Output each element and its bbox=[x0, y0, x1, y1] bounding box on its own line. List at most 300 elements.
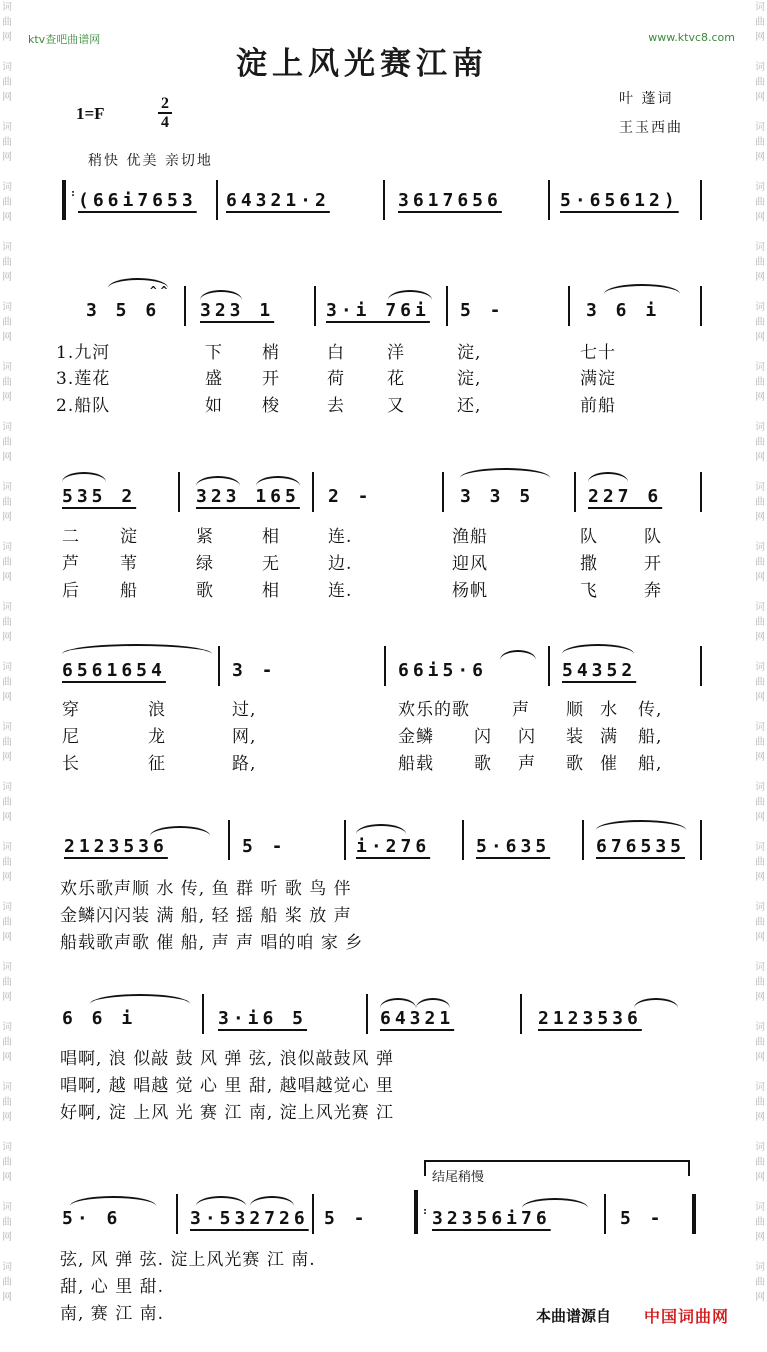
measure: 3 5 6 bbox=[86, 300, 161, 321]
watermark-group bbox=[2, 960, 16, 1005]
watermark-group bbox=[751, 60, 765, 105]
watermark-char: 曲 bbox=[755, 377, 765, 388]
lyric: 队 bbox=[644, 527, 662, 547]
watermark-char: 词 bbox=[755, 122, 765, 133]
measure: 5 - bbox=[324, 1208, 369, 1229]
lyric: 顺 bbox=[566, 700, 584, 720]
watermark-char: 网 bbox=[2, 872, 12, 883]
watermark-group bbox=[751, 180, 765, 225]
watermark-char: 网 bbox=[2, 512, 12, 523]
watermark-group bbox=[751, 1260, 765, 1305]
watermark-char: 曲 bbox=[2, 797, 12, 808]
barline bbox=[312, 472, 314, 512]
watermark-char: 曲 bbox=[2, 1157, 12, 1168]
watermark-char: 词 bbox=[755, 1022, 765, 1033]
lyric: 紧 bbox=[196, 527, 214, 547]
barline bbox=[202, 994, 204, 1034]
watermark-char: 网 bbox=[755, 512, 765, 523]
measure: 3 6 i bbox=[586, 300, 661, 321]
measure: 5 - bbox=[460, 300, 505, 321]
barline bbox=[604, 1194, 606, 1234]
lyric: 穿 bbox=[62, 700, 80, 720]
lyric: 奔 bbox=[644, 581, 662, 601]
watermark-char: 曲 bbox=[2, 677, 12, 688]
lyric: 梢 bbox=[262, 343, 280, 363]
watermark-char: 网 bbox=[755, 692, 765, 703]
watermark-char: 网 bbox=[2, 992, 12, 1003]
intro-measure-2: 64321·2 bbox=[226, 190, 330, 211]
watermark-char: 词 bbox=[2, 302, 12, 313]
barline bbox=[574, 472, 576, 512]
barline bbox=[228, 820, 230, 860]
watermark-char: 网 bbox=[2, 812, 12, 823]
watermark-char: 网 bbox=[755, 1172, 765, 1183]
watermark-char: 曲 bbox=[755, 1037, 765, 1048]
lyric: 去 bbox=[327, 396, 345, 416]
barline bbox=[442, 472, 444, 512]
watermark-char: 网 bbox=[2, 1232, 12, 1243]
lyric: 荷 bbox=[327, 369, 345, 389]
watermark-char: 曲 bbox=[2, 317, 12, 328]
watermark-char: 词 bbox=[755, 722, 765, 733]
watermark-char: 曲 bbox=[2, 377, 12, 388]
barline bbox=[218, 646, 220, 686]
lyric: 声 bbox=[512, 700, 530, 720]
final-barline bbox=[692, 1194, 696, 1234]
watermark-char: 网 bbox=[755, 752, 765, 763]
lyric: 船载 bbox=[398, 754, 434, 774]
lyric: 路, bbox=[232, 754, 257, 774]
lyric: 连. bbox=[328, 581, 353, 601]
watermark-char: 词 bbox=[2, 662, 12, 673]
lyric: 过, bbox=[232, 700, 257, 720]
barline bbox=[700, 820, 702, 860]
watermark-group bbox=[2, 1080, 16, 1125]
intro-measure-1: (66i7653 bbox=[78, 190, 197, 211]
watermark-char: 词 bbox=[755, 662, 765, 673]
key-signature: 1=F bbox=[76, 104, 105, 123]
lyric: 连. bbox=[328, 527, 353, 547]
watermark-char: 网 bbox=[2, 692, 12, 703]
lyric: 淀, bbox=[457, 343, 482, 363]
left-watermark-column bbox=[2, 0, 16, 1352]
measure: 2123536 bbox=[64, 836, 168, 857]
measure: 323 165 bbox=[196, 486, 300, 507]
watermark-char: 曲 bbox=[755, 497, 765, 508]
watermark-char: 网 bbox=[2, 1052, 12, 1063]
watermark-char: 词 bbox=[755, 1262, 765, 1273]
lyric-line: 南, 赛 江 南. bbox=[60, 1304, 165, 1324]
measure: 5·635 bbox=[476, 836, 551, 857]
watermark-group bbox=[751, 1080, 765, 1125]
watermark-char: 网 bbox=[755, 932, 765, 943]
time-signature bbox=[158, 96, 172, 130]
lyric: 歌 bbox=[474, 754, 492, 774]
watermark-group bbox=[2, 1260, 16, 1305]
intro-measure-4: 5·65612) bbox=[560, 190, 679, 211]
ornament-mark: ^^ bbox=[150, 284, 172, 297]
watermark-char: 词 bbox=[755, 62, 765, 73]
watermark-char: 曲 bbox=[2, 977, 12, 988]
lyric: 歌 bbox=[566, 754, 584, 774]
watermark-char: 曲 bbox=[755, 1277, 765, 1288]
watermark-group bbox=[751, 540, 765, 585]
watermark-char: 曲 bbox=[755, 17, 765, 28]
barline bbox=[548, 646, 550, 686]
watermark-char: 曲 bbox=[755, 1217, 765, 1228]
lyric: 开 bbox=[262, 369, 280, 389]
watermark-char: 曲 bbox=[755, 437, 765, 448]
lyric: 二 bbox=[62, 527, 80, 547]
lyric-line: 弦, 风 弹 弦. 淀上风光赛 江 南. bbox=[60, 1250, 316, 1270]
barline bbox=[548, 180, 550, 220]
lyric: 催 bbox=[600, 754, 618, 774]
watermark-char: 网 bbox=[755, 272, 765, 283]
barline bbox=[178, 472, 180, 512]
measure: 5 - bbox=[242, 836, 287, 857]
lyric-line: 甜, 心 里 甜. bbox=[60, 1277, 165, 1297]
lyric-line: 金鳞闪闪装 满 船, 轻 摇 船 桨 放 声 bbox=[60, 906, 352, 926]
watermark-char: 曲 bbox=[2, 497, 12, 508]
lyric: 撒 bbox=[580, 554, 598, 574]
lyric: 长 bbox=[62, 754, 80, 774]
lyric: 征 bbox=[148, 754, 166, 774]
barline bbox=[462, 820, 464, 860]
watermark-char: 网 bbox=[755, 992, 765, 1003]
watermark-char: 词 bbox=[755, 782, 765, 793]
watermark-char: 曲 bbox=[2, 197, 12, 208]
watermark-char: 网 bbox=[2, 212, 12, 223]
lyric: 水 bbox=[600, 700, 618, 720]
watermark-char: 曲 bbox=[755, 737, 765, 748]
lyric: 飞 bbox=[580, 581, 598, 601]
lyric: 芦 bbox=[62, 554, 80, 574]
watermark-group bbox=[751, 0, 765, 45]
barline bbox=[344, 820, 346, 860]
watermark-group bbox=[751, 720, 765, 765]
watermark-group bbox=[751, 1200, 765, 1245]
lyric: 装 bbox=[566, 727, 584, 747]
watermark-char: 词 bbox=[2, 602, 12, 613]
measure: 3 - bbox=[232, 660, 277, 681]
watermark-char: 曲 bbox=[755, 317, 765, 328]
barline bbox=[366, 994, 368, 1034]
watermark-char: 网 bbox=[755, 872, 765, 883]
source-label: 本曲谱源自 bbox=[536, 1307, 612, 1325]
watermark-char: 曲 bbox=[755, 257, 765, 268]
meter-bottom: 4 bbox=[161, 114, 169, 131]
watermark-group bbox=[2, 60, 16, 105]
lyric: 淀, bbox=[457, 369, 482, 389]
watermark-char: 词 bbox=[755, 542, 765, 553]
slur bbox=[416, 998, 450, 1008]
watermark-char: 词 bbox=[2, 1082, 12, 1093]
lyric: 满淀 bbox=[580, 369, 616, 389]
lyric: 无 bbox=[262, 554, 280, 574]
watermark-char: 词 bbox=[2, 1022, 12, 1033]
lyric: 1.九河 bbox=[56, 343, 111, 363]
watermark-char: 网 bbox=[2, 272, 12, 283]
watermark-group bbox=[2, 300, 16, 345]
watermark-char: 网 bbox=[2, 572, 12, 583]
slur bbox=[356, 824, 406, 834]
watermark-char: 曲 bbox=[755, 917, 765, 928]
watermark-group bbox=[751, 840, 765, 885]
watermark-char: 网 bbox=[2, 752, 12, 763]
tempo-marking: 稍快 优美 亲切地 bbox=[88, 153, 213, 169]
watermark-char: 网 bbox=[755, 392, 765, 403]
measure: 2 - bbox=[328, 486, 373, 507]
slur bbox=[500, 650, 536, 660]
measure: 676535 bbox=[596, 836, 686, 857]
lyric: 传, bbox=[638, 700, 663, 720]
brand-label[interactable]: 中国词曲网 bbox=[644, 1307, 730, 1326]
slur bbox=[562, 644, 634, 654]
measure: 3·i 76i bbox=[326, 300, 430, 321]
watermark-group bbox=[2, 1200, 16, 1245]
watermark-char: 词 bbox=[755, 242, 765, 253]
watermark-group bbox=[2, 840, 16, 885]
lyric: 渔船 bbox=[452, 527, 488, 547]
watermark-group bbox=[751, 600, 765, 645]
barline bbox=[520, 994, 522, 1034]
watermark-group bbox=[2, 120, 16, 165]
barline bbox=[384, 646, 386, 686]
watermark-char: 网 bbox=[2, 632, 12, 643]
watermark-char: 网 bbox=[2, 32, 12, 43]
watermark-char: 词 bbox=[2, 842, 12, 853]
composer-credit: 王玉西曲 bbox=[619, 120, 683, 136]
slur bbox=[460, 468, 550, 478]
watermark-group bbox=[751, 360, 765, 405]
watermark-group bbox=[751, 240, 765, 285]
watermark-group bbox=[751, 960, 765, 1005]
lyric: 金鳞 bbox=[398, 727, 434, 747]
watermark-char: 网 bbox=[755, 1112, 765, 1123]
watermark-char: 网 bbox=[755, 812, 765, 823]
watermark-char: 曲 bbox=[755, 1097, 765, 1108]
song-title: 淀上风光赛江南 bbox=[236, 46, 488, 82]
lyric: 白 bbox=[327, 343, 345, 363]
repeat-dots: : bbox=[70, 188, 81, 199]
lyric: 闪 bbox=[518, 727, 536, 747]
watermark-char: 词 bbox=[755, 1142, 765, 1153]
slur bbox=[388, 290, 432, 300]
measure: 3 3 5 bbox=[460, 486, 535, 507]
lyric: 声 bbox=[518, 754, 536, 774]
lyric: 船, bbox=[638, 754, 663, 774]
slur bbox=[256, 476, 300, 486]
watermark-group bbox=[751, 1140, 765, 1185]
barline bbox=[700, 286, 702, 326]
watermark-char: 词 bbox=[2, 962, 12, 973]
lyric-line: 唱啊, 越 唱越 觉 心 里 甜, 越唱越觉心 里 bbox=[60, 1076, 395, 1096]
slur bbox=[588, 472, 628, 482]
watermark-char: 曲 bbox=[2, 77, 12, 88]
lyric: 尼 bbox=[62, 727, 80, 747]
barline bbox=[700, 180, 702, 220]
watermark-group bbox=[2, 900, 16, 945]
lyric: 船, bbox=[638, 727, 663, 747]
watermark-group bbox=[751, 120, 765, 165]
watermark-group bbox=[2, 360, 16, 405]
watermark-char: 曲 bbox=[2, 737, 12, 748]
watermark-group bbox=[751, 300, 765, 345]
lyric: 欢乐的歌 bbox=[398, 700, 470, 720]
watermark-group bbox=[2, 600, 16, 645]
measure: 3·i6 5 bbox=[218, 1008, 308, 1029]
measure: 64321 bbox=[380, 1008, 455, 1029]
watermark-char: 词 bbox=[755, 422, 765, 433]
lyric-line: 唱啊, 浪 似敲 鼓 风 弹 弦, 浪似敲鼓风 弹 bbox=[60, 1049, 395, 1069]
watermark-char: 网 bbox=[755, 1292, 765, 1303]
barline bbox=[314, 286, 316, 326]
watermark-char: 曲 bbox=[2, 617, 12, 628]
measure: 5 - bbox=[620, 1208, 665, 1229]
right-watermark-column bbox=[751, 0, 765, 1352]
slur bbox=[604, 284, 680, 294]
watermark-group bbox=[2, 180, 16, 225]
watermark-group bbox=[2, 720, 16, 765]
repeat-dots: : bbox=[422, 1206, 433, 1217]
lyric: 花 bbox=[387, 369, 405, 389]
watermark-char: 网 bbox=[755, 632, 765, 643]
watermark-group bbox=[751, 420, 765, 465]
watermark-char: 词 bbox=[755, 962, 765, 973]
watermark-char: 曲 bbox=[755, 617, 765, 628]
watermark-char: 词 bbox=[2, 482, 12, 493]
measure: i·276 bbox=[356, 836, 431, 857]
slur bbox=[250, 1196, 294, 1206]
lyric: 2.船队 bbox=[56, 396, 111, 416]
lyric: 船 bbox=[120, 581, 138, 601]
barline bbox=[216, 180, 218, 220]
watermark-char: 词 bbox=[755, 1082, 765, 1093]
watermark-char: 词 bbox=[755, 302, 765, 313]
lyric: 相 bbox=[262, 527, 280, 547]
lyric: 洋 bbox=[387, 343, 405, 363]
barline bbox=[700, 646, 702, 686]
watermark-char: 曲 bbox=[755, 197, 765, 208]
lyric: 又 bbox=[387, 396, 405, 416]
watermark-char: 曲 bbox=[2, 557, 12, 568]
watermark-char: 网 bbox=[755, 92, 765, 103]
lyric: 淀 bbox=[120, 527, 138, 547]
watermark-char: 词 bbox=[2, 242, 12, 253]
measure: 227 6 bbox=[588, 486, 663, 507]
lyric: 队 bbox=[580, 527, 598, 547]
watermark-char: 曲 bbox=[755, 77, 765, 88]
watermark-char: 曲 bbox=[2, 1277, 12, 1288]
slur bbox=[596, 820, 686, 830]
watermark-group bbox=[751, 1020, 765, 1065]
barline bbox=[446, 286, 448, 326]
watermark-char: 网 bbox=[755, 332, 765, 343]
watermark-char: 词 bbox=[755, 842, 765, 853]
watermark-group bbox=[2, 240, 16, 285]
watermark-char: 曲 bbox=[755, 977, 765, 988]
lyric-line: 好啊, 淀 上风 光 赛 江 南, 淀上风光赛 江 bbox=[60, 1103, 395, 1123]
measure: 66i5·6 bbox=[398, 660, 488, 681]
watermark-char: 网 bbox=[2, 1292, 12, 1303]
watermark-group bbox=[2, 1140, 16, 1185]
watermark-char: 曲 bbox=[2, 437, 12, 448]
watermark-char: 曲 bbox=[755, 797, 765, 808]
lyric: 绿 bbox=[196, 554, 214, 574]
lyric: 闪 bbox=[474, 727, 492, 747]
slur bbox=[196, 476, 240, 486]
measure: 535 2 bbox=[62, 486, 137, 507]
meter-top: 2 bbox=[161, 95, 169, 112]
site-label-left: ktv查吧曲谱网 bbox=[28, 33, 101, 46]
measure: 3·532726 bbox=[190, 1208, 309, 1229]
watermark-char: 曲 bbox=[2, 257, 12, 268]
watermark-char: 词 bbox=[2, 122, 12, 133]
watermark-char: 词 bbox=[755, 2, 765, 13]
watermark-char: 网 bbox=[755, 452, 765, 463]
watermark-char: 词 bbox=[2, 1202, 12, 1213]
watermark-char: 网 bbox=[755, 212, 765, 223]
lyric: 如 bbox=[205, 396, 223, 416]
watermark-char: 词 bbox=[755, 1202, 765, 1213]
barline bbox=[568, 286, 570, 326]
lyric: 浪 bbox=[148, 700, 166, 720]
watermark-char: 网 bbox=[755, 152, 765, 163]
watermark-char: 词 bbox=[2, 1262, 12, 1273]
watermark-group bbox=[751, 660, 765, 705]
watermark-char: 词 bbox=[755, 362, 765, 373]
watermark-char: 曲 bbox=[755, 677, 765, 688]
watermark-group bbox=[2, 480, 16, 525]
barline bbox=[700, 472, 702, 512]
barline bbox=[184, 286, 186, 326]
measure: 323 1 bbox=[200, 300, 275, 321]
watermark-char: 词 bbox=[2, 2, 12, 13]
measure: 2123536 bbox=[538, 1008, 642, 1029]
slur bbox=[62, 644, 212, 654]
watermark-char: 网 bbox=[755, 1052, 765, 1063]
lyric-line: 欢乐歌声顺 水 传, 鱼 群 听 歌 鸟 伴 bbox=[60, 879, 352, 899]
lyric: 边. bbox=[328, 554, 353, 574]
measure: 6 6 i bbox=[62, 1008, 137, 1029]
watermark-char: 网 bbox=[2, 92, 12, 103]
repeat-start-barline bbox=[62, 180, 66, 220]
watermark-char: 词 bbox=[755, 482, 765, 493]
lyric: 盛 bbox=[205, 369, 223, 389]
watermark-char: 曲 bbox=[2, 917, 12, 928]
watermark-char: 词 bbox=[2, 542, 12, 553]
watermark-char: 网 bbox=[2, 932, 12, 943]
watermark-char: 网 bbox=[2, 152, 12, 163]
watermark-char: 词 bbox=[755, 602, 765, 613]
watermark-char: 词 bbox=[2, 362, 12, 373]
barline bbox=[176, 1194, 178, 1234]
watermark-char: 曲 bbox=[755, 857, 765, 868]
watermark-char: 曲 bbox=[2, 857, 12, 868]
watermark-char: 曲 bbox=[2, 1217, 12, 1228]
watermark-char: 网 bbox=[755, 32, 765, 43]
watermark-char: 曲 bbox=[2, 1097, 12, 1108]
watermark-char: 词 bbox=[755, 182, 765, 193]
lyric: 迎风 bbox=[452, 554, 488, 574]
watermark-group bbox=[751, 900, 765, 945]
watermark-char: 曲 bbox=[755, 1157, 765, 1168]
lyric: 龙 bbox=[148, 727, 166, 747]
slur bbox=[90, 994, 190, 1004]
measure: 5· 6 bbox=[62, 1208, 122, 1229]
watermark-group bbox=[2, 660, 16, 705]
lyric: 下 bbox=[205, 343, 223, 363]
